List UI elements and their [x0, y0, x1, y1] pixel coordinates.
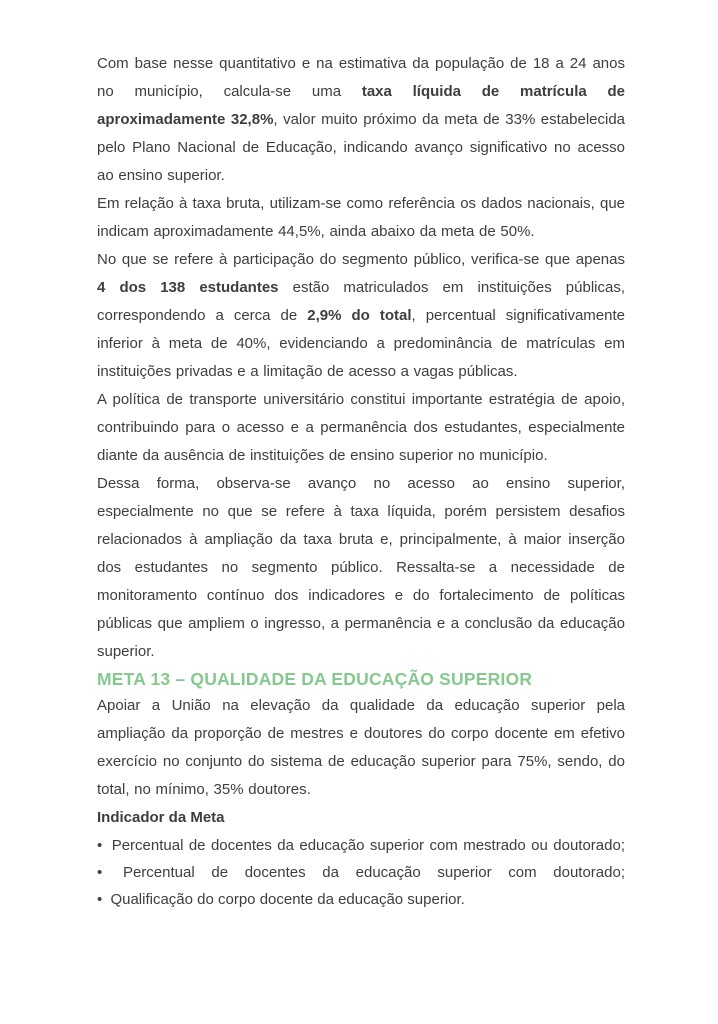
subheading [97, 804, 625, 832]
bullet-icon: • [97, 837, 103, 854]
text-run: Com base nesse quantitativo e na estimativa da população de 18 a 24 anos no município, calcula-se uma [97, 55, 625, 100]
bullet-item [97, 832, 625, 859]
text-run: , percentual significativamente inferior à meta de 40%, evidenciando a predominância de matrículas em instituições privadas e a limitação de acesso a vagas públicas. [97, 307, 626, 380]
paragraph [97, 386, 625, 470]
text-run-bold: 4 dos 138 estudantes [97, 279, 279, 296]
text-run: estão matriculados em instituições públicas, correspondendo a cerca de [97, 279, 625, 324]
bullet-item [97, 859, 625, 886]
text-run: Indicador da Meta [97, 809, 225, 826]
text-run: Apoiar a União na elevação da qualidade da educação superior pela ampliação da proporção de mestres e doutores do corpo docente em efetivo exercício no conjunto do sistema de educação superior para 75%, sendo, do total, no mínimo, 35% doutores. [97, 697, 625, 798]
text-run: , valor muito próximo da meta de 33% estabelecida pelo Plano Nacional de Educação, indicando avanço significativo no acesso ao ensino superior. [97, 111, 626, 184]
document-content [97, 50, 625, 913]
text-run: A política de transporte universitário constitui importante estratégia de apoio, contribuindo para o acesso e a permanência dos estudantes, especialmente diante da ausência de instituições de ensino superior no município. [97, 391, 625, 464]
text-run: META 13 – QUALIDADE DA EDUCAÇÃO SUPERIOR [97, 669, 533, 689]
paragraph [97, 470, 625, 666]
paragraph [97, 50, 625, 190]
bullet-icon: • [97, 864, 103, 881]
text-run-bold: 2,9% do total [307, 307, 412, 324]
paragraph [97, 246, 625, 386]
bullet-icon: • [97, 891, 103, 908]
text-run: Em relação à taxa bruta, utilizam-se como referência os dados nacionais, que indicam aproximadamente 44,5%, ainda abaixo da meta de 50%. [97, 195, 625, 240]
bullet-item [97, 886, 625, 913]
text-run: Percentual de docentes da educação superior com doutorado; [122, 864, 625, 881]
text-run: Qualificação do corpo docente da educação superior. [110, 891, 465, 908]
text-run: Percentual de docentes da educação superior com mestrado ou doutorado; [111, 837, 625, 854]
paragraph [97, 190, 625, 246]
section-heading [97, 666, 625, 692]
text-run: No que se refere à participação do segmento público, verifica-se que apenas [97, 251, 625, 268]
text-run: Dessa forma, observa-se avanço no acesso ao ensino superior, especialmente no que se refere à taxa líquida, porém persistem desafios relacionados à ampliação da taxa bruta e, principalmente, à maior inserção dos estudantes no segmento público. Ressalta-se a necessidade de monitoramento contínuo dos indicadores e do fortalecimento de políticas públicas que ampliem o ingresso, a permanência e a conclusão da educação superior. [97, 475, 625, 660]
text-run-bold: taxa líquida de matrícula de aproximadamente 32,8% [97, 83, 625, 128]
paragraph [97, 692, 625, 804]
